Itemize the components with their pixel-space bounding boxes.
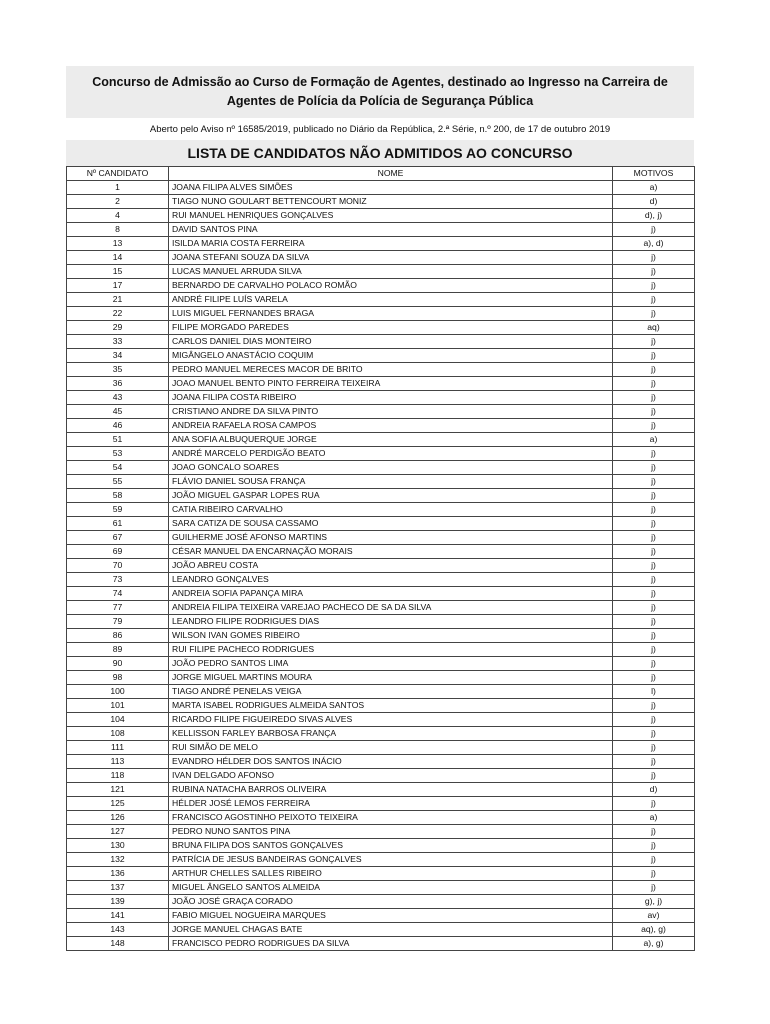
cell-nome: JORGE MANUEL CHAGAS BATE xyxy=(169,923,613,937)
cell-motivos: j) xyxy=(613,881,695,895)
cell-nome: PEDRO MANUEL MERECES MACOR DE BRITO xyxy=(169,363,613,377)
cell-nome: ANDREIA RAFAELA ROSA CAMPOS xyxy=(169,419,613,433)
cell-numero: 132 xyxy=(67,853,169,867)
cell-nome: MIGÂNGELO ANASTÁCIO COQUIM xyxy=(169,349,613,363)
table-row xyxy=(67,517,695,531)
cell-numero: 55 xyxy=(67,475,169,489)
cell-motivos: a), g) xyxy=(613,937,695,951)
cell-numero: 141 xyxy=(67,909,169,923)
table-row xyxy=(67,755,695,769)
cell-nome: ANDRÉ MARCELO PERDIGÃO BEATO xyxy=(169,447,613,461)
cell-numero: 98 xyxy=(67,671,169,685)
cell-numero: 54 xyxy=(67,461,169,475)
cell-numero: 4 xyxy=(67,209,169,223)
cell-numero: 70 xyxy=(67,559,169,573)
cell-motivos: j) xyxy=(613,741,695,755)
cell-numero: 22 xyxy=(67,307,169,321)
cell-nome: PATRÍCIA DE JESUS BANDEIRAS GONÇALVES xyxy=(169,853,613,867)
table-row xyxy=(67,433,695,447)
cell-nome: WILSON IVAN GOMES RIBEIRO xyxy=(169,629,613,643)
cell-numero: 143 xyxy=(67,923,169,937)
cell-motivos: g), j) xyxy=(613,895,695,909)
cell-nome: FABIO MIGUEL NOGUEIRA MARQUES xyxy=(169,909,613,923)
cell-nome: TIAGO ANDRÉ PENELAS VEIGA xyxy=(169,685,613,699)
table-row xyxy=(67,545,695,559)
cell-nome: JOANA FILIPA COSTA RIBEIRO xyxy=(169,391,613,405)
cell-nome: EVANDRO HÉLDER DOS SANTOS INÁCIO xyxy=(169,755,613,769)
document-title xyxy=(72,73,688,111)
table-row xyxy=(67,489,695,503)
cell-motivos: j) xyxy=(613,405,695,419)
cell-nome: LEANDRO FILIPE RODRIGUES DIAS xyxy=(169,615,613,629)
table-row xyxy=(67,405,695,419)
cell-numero: 126 xyxy=(67,811,169,825)
cell-nome: JOÃO JOSÉ GRAÇA CORADO xyxy=(169,895,613,909)
cell-numero: 45 xyxy=(67,405,169,419)
table-row xyxy=(67,839,695,853)
table-row xyxy=(67,321,695,335)
cell-motivos: j) xyxy=(613,377,695,391)
cell-motivos: j) xyxy=(613,265,695,279)
table-row xyxy=(67,699,695,713)
cell-nome: FRANCISCO AGOSTINHO PEIXOTO TEIXEIRA xyxy=(169,811,613,825)
cell-numero: 100 xyxy=(67,685,169,699)
table-row xyxy=(67,209,695,223)
cell-numero: 79 xyxy=(67,615,169,629)
cell-motivos: j) xyxy=(613,349,695,363)
cell-motivos: a) xyxy=(613,811,695,825)
table-row xyxy=(67,601,695,615)
cell-numero: 125 xyxy=(67,797,169,811)
candidates-table xyxy=(66,166,695,951)
cell-nome: BERNARDO DE CARVALHO POLACO ROMÃO xyxy=(169,279,613,293)
table-row xyxy=(67,419,695,433)
cell-motivos: d) xyxy=(613,783,695,797)
cell-numero: 36 xyxy=(67,377,169,391)
table-row xyxy=(67,181,695,195)
table-row xyxy=(67,629,695,643)
cell-nome: JOANA FILIPA ALVES SIMÕES xyxy=(169,181,613,195)
cell-nome: JOANA STEFANI SOUZA DA SILVA xyxy=(169,251,613,265)
cell-nome: ARTHUR CHELLES SALLES RIBEIRO xyxy=(169,867,613,881)
cell-motivos: j) xyxy=(613,447,695,461)
cell-numero: 35 xyxy=(67,363,169,377)
cell-numero: 61 xyxy=(67,517,169,531)
cell-nome: ISILDA MARIA COSTA FERREIRA xyxy=(169,237,613,251)
cell-nome: JOAO MANUEL BENTO PINTO FERREIRA TEIXEIRA xyxy=(169,377,613,391)
column-header-nome: NOME xyxy=(169,167,613,181)
table-row xyxy=(67,531,695,545)
cell-motivos: d) xyxy=(613,195,695,209)
cell-numero: 90 xyxy=(67,657,169,671)
cell-numero: 51 xyxy=(67,433,169,447)
cell-numero: 101 xyxy=(67,699,169,713)
cell-motivos: aq), g) xyxy=(613,923,695,937)
cell-nome: RUBINA NATACHA BARROS OLIVEIRA xyxy=(169,783,613,797)
cell-motivos: l) xyxy=(613,685,695,699)
cell-motivos: j) xyxy=(613,573,695,587)
cell-motivos: j) xyxy=(613,475,695,489)
table-row xyxy=(67,335,695,349)
cell-numero: 127 xyxy=(67,825,169,839)
cell-nome: MIGUEL ÂNGELO SANTOS ALMEIDA xyxy=(169,881,613,895)
cell-motivos: av) xyxy=(613,909,695,923)
cell-numero: 2 xyxy=(67,195,169,209)
cell-motivos: j) xyxy=(613,853,695,867)
cell-motivos: j) xyxy=(613,307,695,321)
cell-numero: 139 xyxy=(67,895,169,909)
cell-motivos: d), j) xyxy=(613,209,695,223)
cell-numero: 43 xyxy=(67,391,169,405)
table-row xyxy=(67,475,695,489)
cell-numero: 13 xyxy=(67,237,169,251)
cell-motivos: a), d) xyxy=(613,237,695,251)
cell-nome: PEDRO NUNO SANTOS PINA xyxy=(169,825,613,839)
cell-numero: 46 xyxy=(67,419,169,433)
cell-motivos: j) xyxy=(613,335,695,349)
cell-motivos: j) xyxy=(613,839,695,853)
cell-numero: 86 xyxy=(67,629,169,643)
table-row xyxy=(67,881,695,895)
cell-nome: HÉLDER JOSÉ LEMOS FERREIRA xyxy=(169,797,613,811)
cell-nome: BRUNA FILIPA DOS SANTOS GONÇALVES xyxy=(169,839,613,853)
cell-motivos: j) xyxy=(613,601,695,615)
table-row xyxy=(67,363,695,377)
cell-nome: RICARDO FILIPE FIGUEIREDO SIVAS ALVES xyxy=(169,713,613,727)
table-row xyxy=(67,937,695,951)
table-row xyxy=(67,657,695,671)
cell-nome: TIAGO NUNO GOULART BETTENCOURT MONIZ xyxy=(169,195,613,209)
cell-nome: JOÃO ABREU COSTA xyxy=(169,559,613,573)
table-row xyxy=(67,811,695,825)
cell-motivos: j) xyxy=(613,279,695,293)
table-row xyxy=(67,293,695,307)
cell-motivos: j) xyxy=(613,489,695,503)
cell-motivos: j) xyxy=(613,363,695,377)
table-row xyxy=(67,797,695,811)
cell-nome: CRISTIANO ANDRE DA SILVA PINTO xyxy=(169,405,613,419)
cell-nome: ANDRÉ FILIPE LUÍS VARELA xyxy=(169,293,613,307)
cell-numero: 58 xyxy=(67,489,169,503)
cell-motivos: a) xyxy=(613,433,695,447)
column-header-motivos: MOTIVOS xyxy=(613,167,695,181)
cell-motivos: j) xyxy=(613,223,695,237)
cell-motivos: j) xyxy=(613,293,695,307)
table-row xyxy=(67,909,695,923)
cell-motivos: j) xyxy=(613,615,695,629)
cell-nome: RUI SIMÃO DE MELO xyxy=(169,741,613,755)
cell-nome: LEANDRO GONÇALVES xyxy=(169,573,613,587)
cell-nome: ANDREIA SOFIA PAPANÇA MIRA xyxy=(169,587,613,601)
cell-numero: 69 xyxy=(67,545,169,559)
table-row xyxy=(67,853,695,867)
table-row xyxy=(67,195,695,209)
cell-numero: 73 xyxy=(67,573,169,587)
cell-numero: 108 xyxy=(67,727,169,741)
cell-numero: 121 xyxy=(67,783,169,797)
cell-numero: 74 xyxy=(67,587,169,601)
cell-motivos: j) xyxy=(613,545,695,559)
cell-motivos: j) xyxy=(613,713,695,727)
cell-numero: 33 xyxy=(67,335,169,349)
cell-motivos: j) xyxy=(613,867,695,881)
table-row xyxy=(67,391,695,405)
title-box xyxy=(66,66,694,118)
cell-nome: LUCAS MANUEL ARRUDA SILVA xyxy=(169,265,613,279)
cell-numero: 89 xyxy=(67,643,169,657)
document-page xyxy=(66,66,694,951)
list-title: LISTA DE CANDIDATOS NÃO ADMITIDOS AO CONCURSO xyxy=(66,140,694,166)
table-row xyxy=(67,713,695,727)
table-row xyxy=(67,587,695,601)
cell-motivos: j) xyxy=(613,587,695,601)
cell-motivos: j) xyxy=(613,657,695,671)
cell-numero: 8 xyxy=(67,223,169,237)
cell-nome: JOÃO PEDRO SANTOS LIMA xyxy=(169,657,613,671)
cell-motivos: j) xyxy=(613,531,695,545)
cell-numero: 21 xyxy=(67,293,169,307)
cell-nome: GUILHERME JOSÉ AFONSO MARTINS xyxy=(169,531,613,545)
table-row xyxy=(67,223,695,237)
table-row xyxy=(67,769,695,783)
cell-nome: SARA CATIZA DE SOUSA CASSAMO xyxy=(169,517,613,531)
cell-nome: CATIA RIBEIRO CARVALHO xyxy=(169,503,613,517)
cell-motivos: j) xyxy=(613,643,695,657)
table-header xyxy=(67,167,695,181)
cell-numero: 15 xyxy=(67,265,169,279)
cell-nome: JORGE MIGUEL MARTINS MOURA xyxy=(169,671,613,685)
table-row xyxy=(67,825,695,839)
cell-motivos: j) xyxy=(613,755,695,769)
cell-nome: JOÃO MIGUEL GASPAR LOPES RUA xyxy=(169,489,613,503)
table-row xyxy=(67,559,695,573)
table-row xyxy=(67,923,695,937)
cell-nome: CARLOS DANIEL DIAS MONTEIRO xyxy=(169,335,613,349)
cell-numero: 14 xyxy=(67,251,169,265)
cell-numero: 1 xyxy=(67,181,169,195)
table-row xyxy=(67,671,695,685)
table-row xyxy=(67,349,695,363)
cell-numero: 111 xyxy=(67,741,169,755)
cell-numero: 34 xyxy=(67,349,169,363)
cell-nome: MARTA ISABEL RODRIGUES ALMEIDA SANTOS xyxy=(169,699,613,713)
cell-numero: 104 xyxy=(67,713,169,727)
cell-nome: DAVID SANTOS PINA xyxy=(169,223,613,237)
cell-motivos: j) xyxy=(613,825,695,839)
cell-numero: 136 xyxy=(67,867,169,881)
cell-numero: 148 xyxy=(67,937,169,951)
cell-motivos: j) xyxy=(613,517,695,531)
cell-motivos: j) xyxy=(613,797,695,811)
cell-motivos: aq) xyxy=(613,321,695,335)
table-body xyxy=(67,181,695,951)
table-row xyxy=(67,741,695,755)
table-row xyxy=(67,573,695,587)
table-header-row xyxy=(67,167,695,181)
table-row xyxy=(67,783,695,797)
cell-nome: ANA SOFIA ALBUQUERQUE JORGE xyxy=(169,433,613,447)
table-row xyxy=(67,237,695,251)
cell-motivos: j) xyxy=(613,769,695,783)
cell-nome: LUIS MIGUEL FERNANDES BRAGA xyxy=(169,307,613,321)
cell-motivos: j) xyxy=(613,671,695,685)
cell-motivos: j) xyxy=(613,419,695,433)
table-row xyxy=(67,377,695,391)
cell-motivos: j) xyxy=(613,559,695,573)
cell-numero: 130 xyxy=(67,839,169,853)
cell-motivos: j) xyxy=(613,251,695,265)
table-row xyxy=(67,265,695,279)
cell-numero: 59 xyxy=(67,503,169,517)
cell-nome: RUI MANUEL HENRIQUES GONÇALVES xyxy=(169,209,613,223)
cell-nome: KELLISSON FARLEY BARBOSA FRANÇA xyxy=(169,727,613,741)
cell-numero: 17 xyxy=(67,279,169,293)
table-row xyxy=(67,279,695,293)
table-row xyxy=(67,615,695,629)
cell-motivos: j) xyxy=(613,461,695,475)
table-row xyxy=(67,643,695,657)
table-row xyxy=(67,867,695,881)
column-header-numero: Nº CANDIDATO xyxy=(67,167,169,181)
cell-numero: 113 xyxy=(67,755,169,769)
cell-nome: RUI FILIPE PACHECO RODRIGUES xyxy=(169,643,613,657)
cell-numero: 77 xyxy=(67,601,169,615)
cell-motivos: j) xyxy=(613,629,695,643)
table-row xyxy=(67,461,695,475)
cell-nome: CÉSAR MANUEL DA ENCARNAÇÃO MORAIS xyxy=(169,545,613,559)
cell-motivos: a) xyxy=(613,181,695,195)
cell-motivos: j) xyxy=(613,503,695,517)
cell-nome: FRANCISCO PEDRO RODRIGUES DA SILVA xyxy=(169,937,613,951)
table-row xyxy=(67,447,695,461)
document-subtitle: Aberto pelo Aviso nº 16585/2019, publicado no Diário da República, 2.ª Série, n.º 200, de 17 de outubro 2019 xyxy=(149,123,611,135)
cell-nome: FLÁVIO DANIEL SOUSA FRANÇA xyxy=(169,475,613,489)
table-row xyxy=(67,895,695,909)
cell-nome: IVAN DELGADO AFONSO xyxy=(169,769,613,783)
cell-numero: 137 xyxy=(67,881,169,895)
table-row xyxy=(67,307,695,321)
cell-nome: FILIPE MORGADO PAREDES xyxy=(169,321,613,335)
cell-motivos: j) xyxy=(613,699,695,713)
table-row xyxy=(67,251,695,265)
table-row xyxy=(67,727,695,741)
cell-motivos: j) xyxy=(613,727,695,741)
title-line-1: Concurso de Admissão ao Curso de Formação de Agentes, destinado ao Ingresso na Carreira de xyxy=(92,75,668,89)
cell-numero: 29 xyxy=(67,321,169,335)
cell-motivos: j) xyxy=(613,391,695,405)
cell-nome: JOAO GONCALO SOARES xyxy=(169,461,613,475)
cell-numero: 53 xyxy=(67,447,169,461)
table-row xyxy=(67,685,695,699)
cell-nome: ANDREIA FILIPA TEIXEIRA VAREJAO PACHECO DE SA DA SILVA xyxy=(169,601,613,615)
cell-numero: 118 xyxy=(67,769,169,783)
cell-numero: 67 xyxy=(67,531,169,545)
title-line-2: Agentes de Polícia da Polícia de Segurança Pública xyxy=(226,94,534,108)
table-row xyxy=(67,503,695,517)
